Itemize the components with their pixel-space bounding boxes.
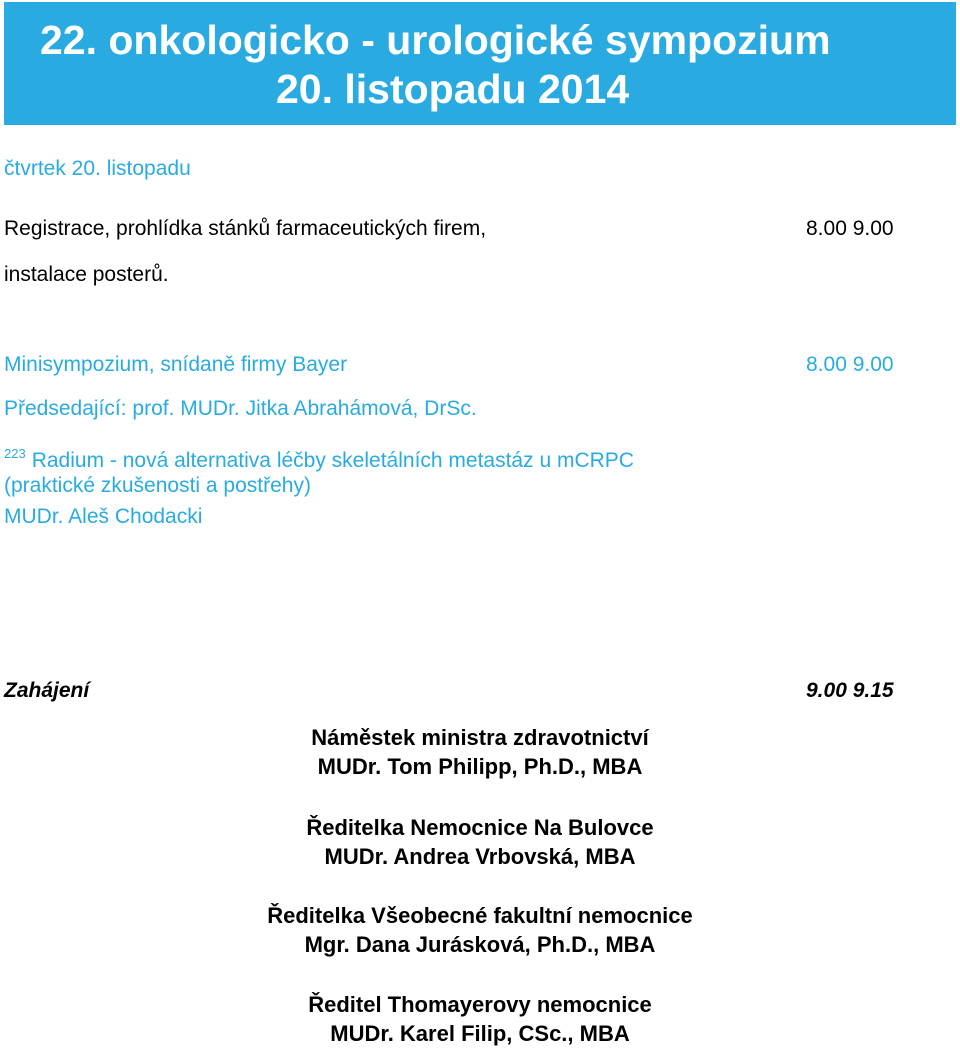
opening-speaker-4 [0,990,960,1048]
minisymposium-time: 8.00 9.00 [806,353,894,376]
registration-text-line2: instalace posterů. [4,263,169,286]
registration-time: 8.00 9.00 [806,217,894,240]
day-heading: čtvrtek 20. listopadu [4,157,191,180]
speaker-role: Ředitel Thomayerovy nemocnice [308,992,652,1017]
speaker-name: MUDr. Andrea Vrbovská, MBA [324,844,636,869]
speaker-role: Náměstek ministra zdravotnictví [311,725,649,750]
talk-number: 223 [4,446,26,461]
opening-title: Zahájení [4,679,90,702]
opening-speaker-2 [0,813,960,871]
minisymposium-title: Minisympozium, snídaně firmy Bayer [4,353,348,376]
talk-speaker: MUDr. Aleš Chodacki [4,505,203,528]
minisymposium-chair: Předsedající: prof. MUDr. Jitka Abrahámová, DrSc. [4,397,477,420]
registration-text-line1: Registrace, prohlídka stánků farmaceutických firem, [4,217,487,240]
talk-title-line2: (praktické zkušenosti a postřehy) [4,474,311,497]
speaker-name: MUDr. Karel Filip, CSc., MBA [330,1021,630,1046]
opening-time: 9.00 9.15 [806,679,894,702]
talk-title-line1 [4,441,634,474]
speaker-name: MUDr. Tom Philipp, Ph.D., MBA [317,754,643,779]
banner-date: 20. listopadu 2014 [276,66,630,112]
talk-title-text: Radium - nová alternativa léčby skeletálních metastáz u mCRPC [31,449,634,472]
speaker-role: Ředitelka Všeobecné fakultní nemocnice [267,903,693,928]
opening-speaker-3 [0,901,960,959]
speaker-role: Ředitelka Nemocnice Na Bulovce [306,815,654,840]
banner-title: 22. onkologicko - urologické sympozium [40,17,831,63]
header-banner [4,2,956,125]
opening-speaker-1 [0,723,960,781]
speaker-name: Mgr. Dana Jurásková, Ph.D., MBA [304,932,656,957]
